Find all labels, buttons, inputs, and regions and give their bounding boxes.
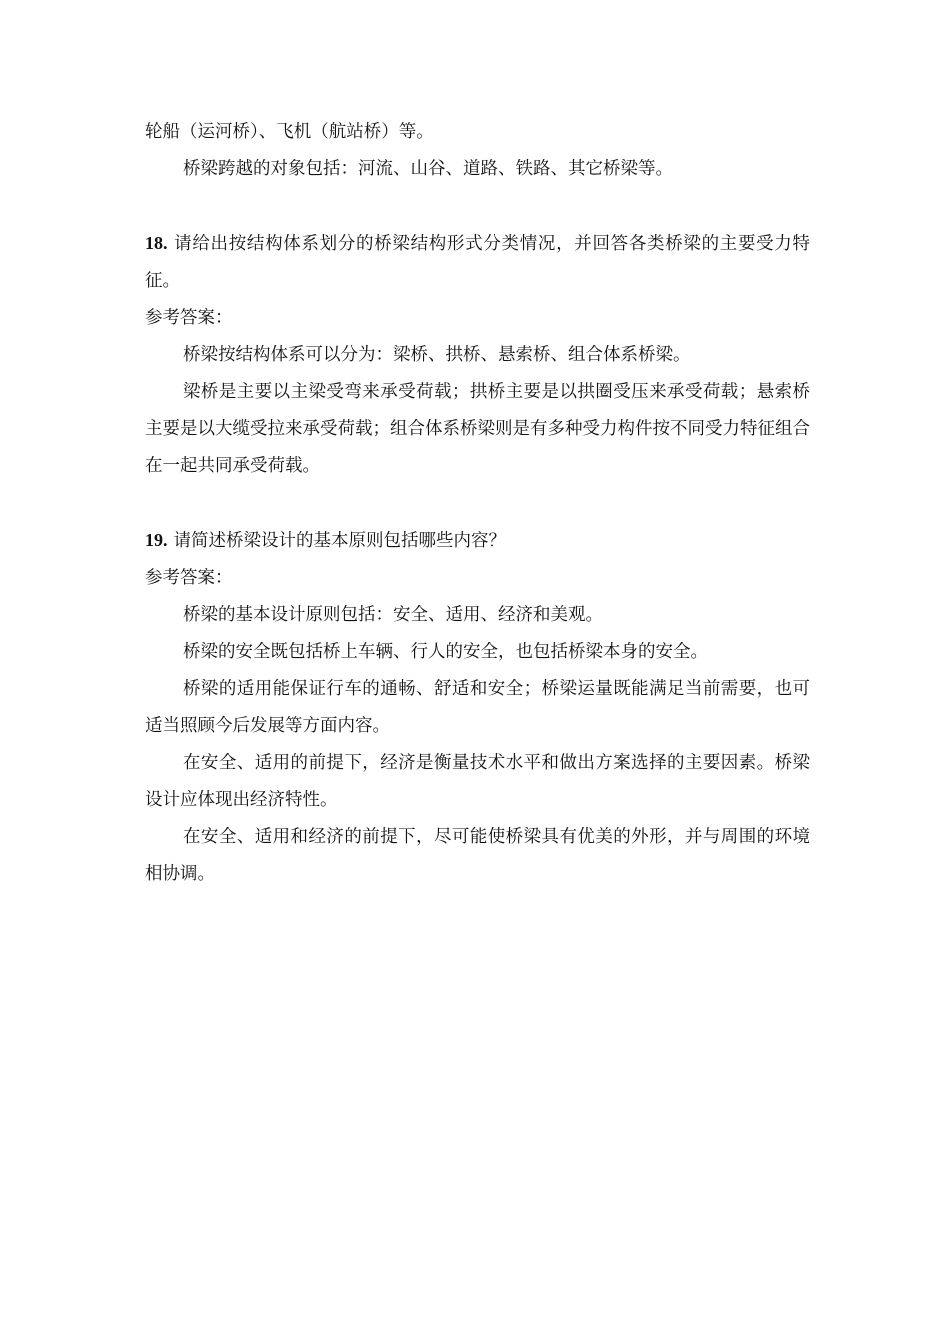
question-18-text: 请给出按结构体系划分的桥梁结构形式分类情况，并回答各类桥梁的主要受力特征。 [145, 234, 810, 291]
q19-answer-1: 桥梁的基本设计原则包括：安全、适用、经济和美观。 [183, 605, 603, 625]
document-body [145, 114, 810, 893]
q19-answer-2: 桥梁的安全既包括桥上车辆、行人的安全，也包括桥梁本身的安全。 [183, 642, 708, 662]
q19-answer-label: 参考答案： [145, 568, 233, 588]
question-18-number: 18. [145, 233, 168, 253]
q19-answer-3: 桥梁的适用能保证行车的通畅、舒适和安全；桥梁运量既能满足当前需要，也可适当照顾今后发展等方面内容。 [145, 679, 810, 736]
intro-line-2: 桥梁跨越的对象包括：河流、山谷、道路、铁路、其它桥梁等。 [183, 159, 673, 179]
q19-answer-4: 在安全、适用的前提下，经济是衡量技术水平和做出方案选择的主要因素。桥梁设计应体现出经济特性。 [145, 753, 810, 810]
question-19-text: 请简述桥梁设计的基本原则包括哪些内容？ [173, 531, 506, 551]
intro-line-1: 轮船（运河桥）、飞机（航站桥）等。 [145, 122, 434, 142]
question-19-number: 19. [145, 530, 168, 550]
q18-answer-1: 桥梁按结构体系可以分为：梁桥、拱桥、悬索桥、组合体系桥梁。 [183, 345, 691, 365]
question-18 [145, 225, 810, 300]
q18-answer-label: 参考答案： [145, 308, 233, 328]
q18-answer-2: 梁桥是主要以主梁受弯来承受荷载；拱桥主要是以拱圈受压来承受荷载；悬索桥主要是以大缆受拉来承受荷载；组合体系桥梁则是有多种受力构件按不同受力特征组合在一起共同承受荷载。 [145, 382, 810, 476]
question-19 [145, 522, 810, 560]
q19-answer-5: 在安全、适用和经济的前提下，尽可能使桥梁具有优美的外形，并与周围的环境相协调。 [145, 827, 810, 884]
